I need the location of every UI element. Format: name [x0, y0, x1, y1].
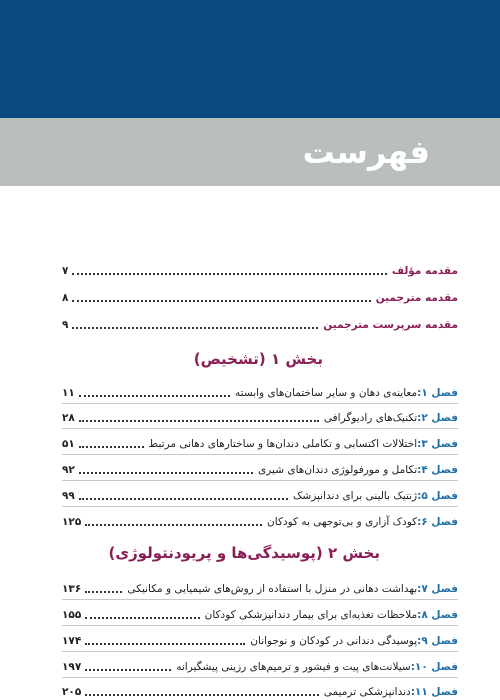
toc-entry-page: ۲۰۵ [62, 686, 82, 698]
toc-entry-chapter-2[interactable] [62, 405, 458, 425]
toc-entry-chapter-1[interactable] [62, 380, 458, 400]
toc-entry-title: مقدمه مترجمین [375, 292, 458, 304]
chapter-label: فصل ۹: [417, 635, 458, 647]
toc-leader-dots [79, 472, 253, 474]
page-title: فهرست [302, 133, 430, 171]
toc-leader-dots [85, 591, 122, 593]
toc-entry-page: ۱۹۷ [62, 661, 82, 673]
section-heading-1: بخش ۱ (تشخیص) [193, 350, 323, 368]
toc-entry-title: مقدمه مؤلف [391, 265, 458, 277]
entry-divider [62, 454, 458, 455]
toc-entry-title: دندانپزشکی ترمیمی [323, 686, 411, 698]
toc-leader-dots [85, 617, 199, 619]
chapter-label: فصل ۶: [417, 516, 458, 528]
chapter-label: فصل ۵: [417, 490, 458, 502]
toc-entry-page: ۹۲ [62, 464, 75, 476]
toc-leader-dots [79, 446, 144, 448]
entry-divider [62, 599, 458, 600]
toc-entry-title: اختلالات اکتسابی و تکاملی دندان‌ها و ساختارهای دهانی مرتبط [148, 438, 418, 450]
toc-entry-page: ۸ [62, 292, 69, 304]
chapter-label: فصل ۸: [417, 609, 458, 621]
toc-leader-dots [79, 498, 288, 500]
entry-divider [62, 506, 458, 507]
toc-entry-page: ۱۲۵ [62, 516, 82, 528]
toc-entry-page: ۹۹ [62, 490, 75, 502]
entry-divider [62, 625, 458, 626]
toc-entry-title: معاینه‌ی دهان و سایر ساختمان‌های وابسته [235, 387, 418, 399]
toc-leader-dots [85, 643, 245, 645]
toc-entry-intro-1[interactable] [62, 258, 458, 278]
header-blue-band [0, 0, 500, 118]
toc-leader-dots [85, 694, 319, 696]
toc-entry-chapter-11[interactable] [62, 679, 458, 699]
toc-entry-title: تکامل و مورفولوژی دندان‌های شیری [258, 464, 418, 476]
chapter-label: فصل ۱۰: [410, 661, 458, 673]
toc-entry-page: ۱۱ [62, 387, 75, 399]
toc-entry-chapter-5[interactable] [62, 483, 458, 503]
toc-leader-dots [72, 327, 318, 329]
chapter-label: فصل ۴: [417, 464, 458, 476]
toc-entry-chapter-8[interactable] [62, 602, 458, 622]
toc-leader-dots [85, 524, 262, 526]
section-heading-2: بخش ۲ (پوسیدگی‌ها و پریودنتولوژی) [108, 544, 380, 562]
toc-entry-title: کودک آزاری و بی‌توجهی به کودکان [267, 516, 418, 528]
toc-leader-dots [72, 273, 386, 275]
toc-entry-chapter-3[interactable] [62, 431, 458, 451]
toc-entry-intro-2[interactable] [62, 285, 458, 305]
chapter-label: فصل ۱: [417, 387, 458, 399]
entry-divider [62, 480, 458, 481]
toc-entry-chapter-9[interactable] [62, 628, 458, 648]
toc-entry-page: ۹ [62, 319, 69, 331]
toc-entry-title: پوسیدگی دندانی در کودکان و نوجوانان [250, 635, 418, 647]
toc-entry-title: ژنتیک بالینی برای دندانپزشک [293, 490, 418, 502]
toc-entry-chapter-6[interactable] [62, 509, 458, 529]
entry-divider [62, 428, 458, 429]
toc-entry-title: ملاحظات تغذیه‌ای برای بیمار دندانپزشکی کودکان [204, 609, 418, 621]
toc-entry-title: سیلانت‌های پیت و فیشور و ترمیم‌های رزینی پیشگیرانه [176, 661, 411, 673]
chapter-label: فصل ۱۱: [410, 686, 458, 698]
toc-entry-title: بهداشت دهانی در منزل با استفاده از روش‌های شیمیایی و مکانیکی [127, 583, 418, 595]
toc-leader-dots [79, 395, 230, 397]
toc-entry-chapter-7[interactable] [62, 576, 458, 596]
toc-entry-intro-3[interactable] [62, 312, 458, 332]
chapter-label: فصل ۷: [417, 583, 458, 595]
toc-entry-chapter-4[interactable] [62, 457, 458, 477]
toc-entry-page: ۱۵۵ [62, 609, 82, 621]
toc-leader-dots [85, 669, 171, 671]
chapter-label: فصل ۳: [417, 438, 458, 450]
toc-entry-page: ۲۸ [62, 412, 75, 424]
toc-entry-page: ۷ [62, 265, 69, 277]
toc-entry-title: تکنیک‌های رادیوگرافی [323, 412, 418, 424]
chapter-label: فصل ۲: [417, 412, 458, 424]
toc-entry-chapter-10[interactable] [62, 654, 458, 674]
toc-entry-page: ۱۳۶ [62, 583, 82, 595]
toc-entry-title: مقدمه سرپرست مترجمین [323, 319, 458, 331]
entry-divider [62, 651, 458, 652]
entry-divider [62, 677, 458, 678]
toc-entry-page: ۱۷۴ [62, 635, 82, 647]
entry-divider [62, 403, 458, 404]
toc-entry-page: ۵۱ [62, 438, 75, 450]
toc-leader-dots [79, 420, 319, 422]
toc-leader-dots [72, 300, 370, 302]
